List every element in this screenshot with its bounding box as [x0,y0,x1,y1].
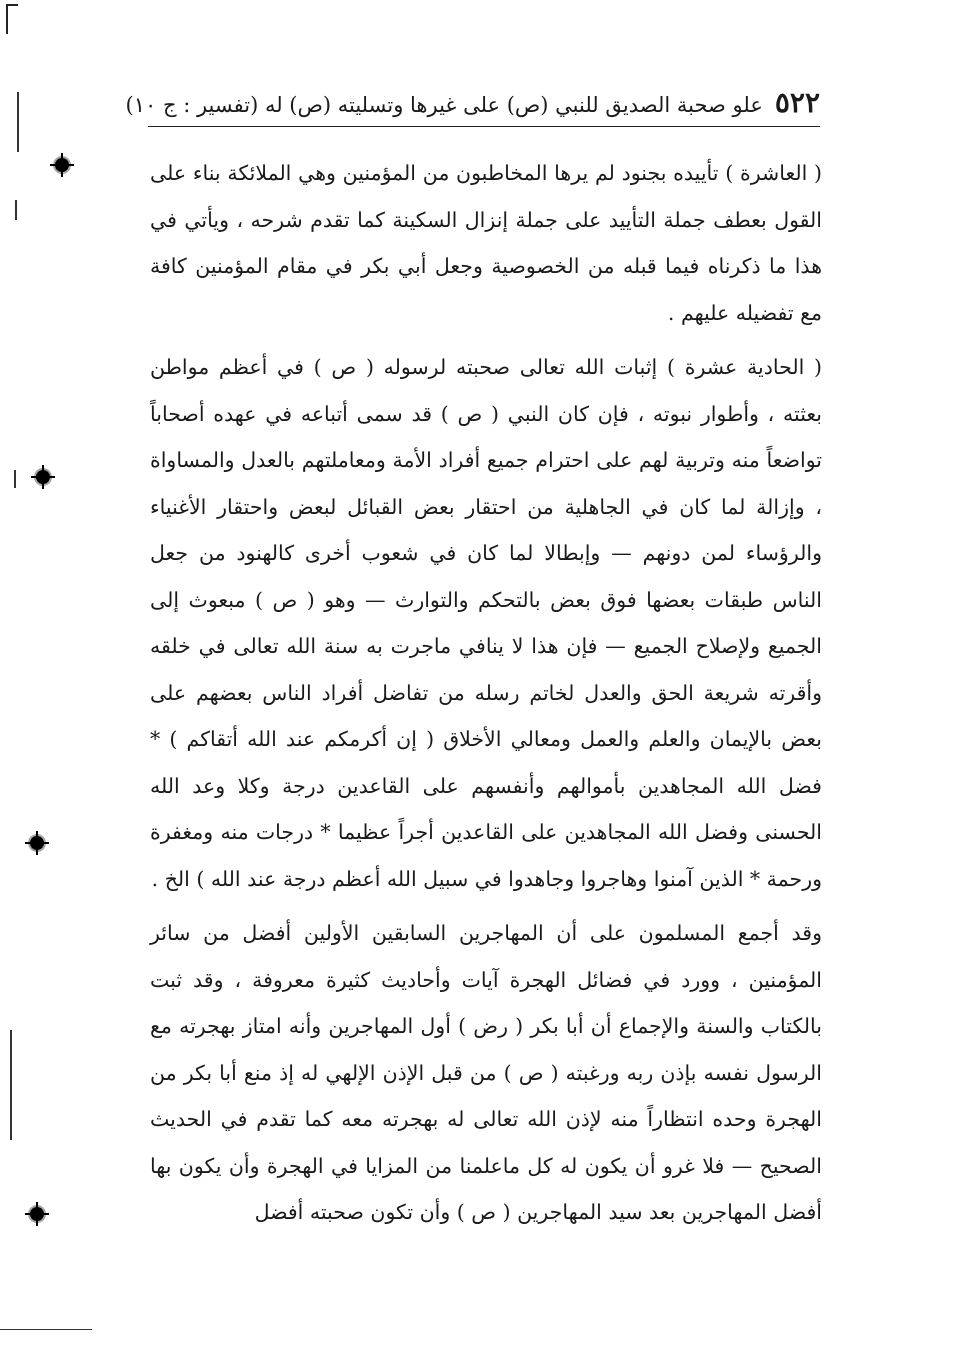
scan-margin-tick [17,92,19,152]
page-number: ٥٢٢ [774,86,820,119]
punch-hole-mark [36,470,50,484]
bottom-edge-rule [0,1329,92,1330]
running-title: علو صحبة الصديق للنبي (ص) على غيرها وتسليته (ص) له (تفسير : ج ١٠) [125,93,763,117]
scan-margin-tick [10,1030,12,1140]
paragraph-consensus: وقد أجمع المسلمون على أن المهاجرين السابقين الأولين أفضل من سائر المؤمنين ، وورد في فضائل الهجرة آيات وأحاديث كثيرة معروفة ، وقد ثبت بالكتاب والسنة والإجماع أن أبا بكر ( رض ) أول المهاجرين وأنه امتاز بهجرته مع الرسول نفسه بإذن ربه ورغبته ( ص ) من قبل الإذن الإلهي له إذ منع أبا بكر من الهجرة وحده انتظاراً منه لإذن الله تعالى له بهجرته معه كما تقدم في الحديث الصحيح — فلا غرو أن يكون له كل ماعلمنا من المزايا في الهجرة وأن يكون بها أفضل المهاجرين بعد سيد المهاجرين ( ص ) وأن تكون صحبته أفضل [150,921,822,1224]
scan-corner-mark [6,4,18,34]
paragraph-eleventh: ( الحادية عشرة ) إثبات الله تعالى صحبته لرسوله ( ص ) في أعظم مواطن بعثته ، وأطوار نبوته ، فإن كان النبي ( ص ) قد سمى أتباعه في عهده أصحاباً تواضعاً منه وتربية لهم على احترام جميع أفراد الأمة ومعاملتهم بالعدل والمساواة ، وإزالة لما كان في الجاهلية من احتقار بعض القبائل لبعض واحتقار الأغنياء والرؤساء لمن دونهم — وإبطالا لما كان في شعوب أخرى كالهنود من جعل الناس طبقات بعضها فوق بعض بالتحكم والتوارث — وهو ( ص ) مبعوث إلى الجميع ولإصلاح الجميع — فإن هذا لا ينافي ماجرت به سنة الله تعالى في خلقه وأقرته شريعة الحق والعدل لخاتم رسله من تفاضل أفراد الناس بعضهم على بعض بالإيمان والعلم والعمل ومعالي الأخلاق ( إن أكرمكم عند الله أتقاكم ) * فضل الله المجاهدين بأموالهم وأنفسهم على القاعدين درجة وكلا وعد الله الحسنى وفضل الله المجاهدين على القاعدين أجراً عظيما * درجات منه ومغفرة ورحمة * الذين آمنوا وهاجروا وجاهدوا في سبيل الله أعظم درجة عند الله ) الخ . [150,355,822,891]
punch-hole-mark [55,158,69,172]
punch-hole-mark [30,836,44,850]
page-header [125,86,820,127]
body-text [150,150,822,1236]
paragraph-tenth: ( العاشرة ) تأييده بجنود لم يرها المخاطبون من المؤمنين وهي الملائكة بناء على القول بعطف جملة التأييد على جملة إنزال السكينة كما تقدم شرحه ، ويأتي في هذا ما ذكرناه فيما قبله من الخصوصية وجعل أبي بكر في مقام المؤمنين كافة مع تفضيله عليهم . [150,161,822,325]
scan-margin-tick [15,200,17,220]
punch-hole-mark [30,1207,44,1221]
scan-margin-tick [14,470,16,488]
